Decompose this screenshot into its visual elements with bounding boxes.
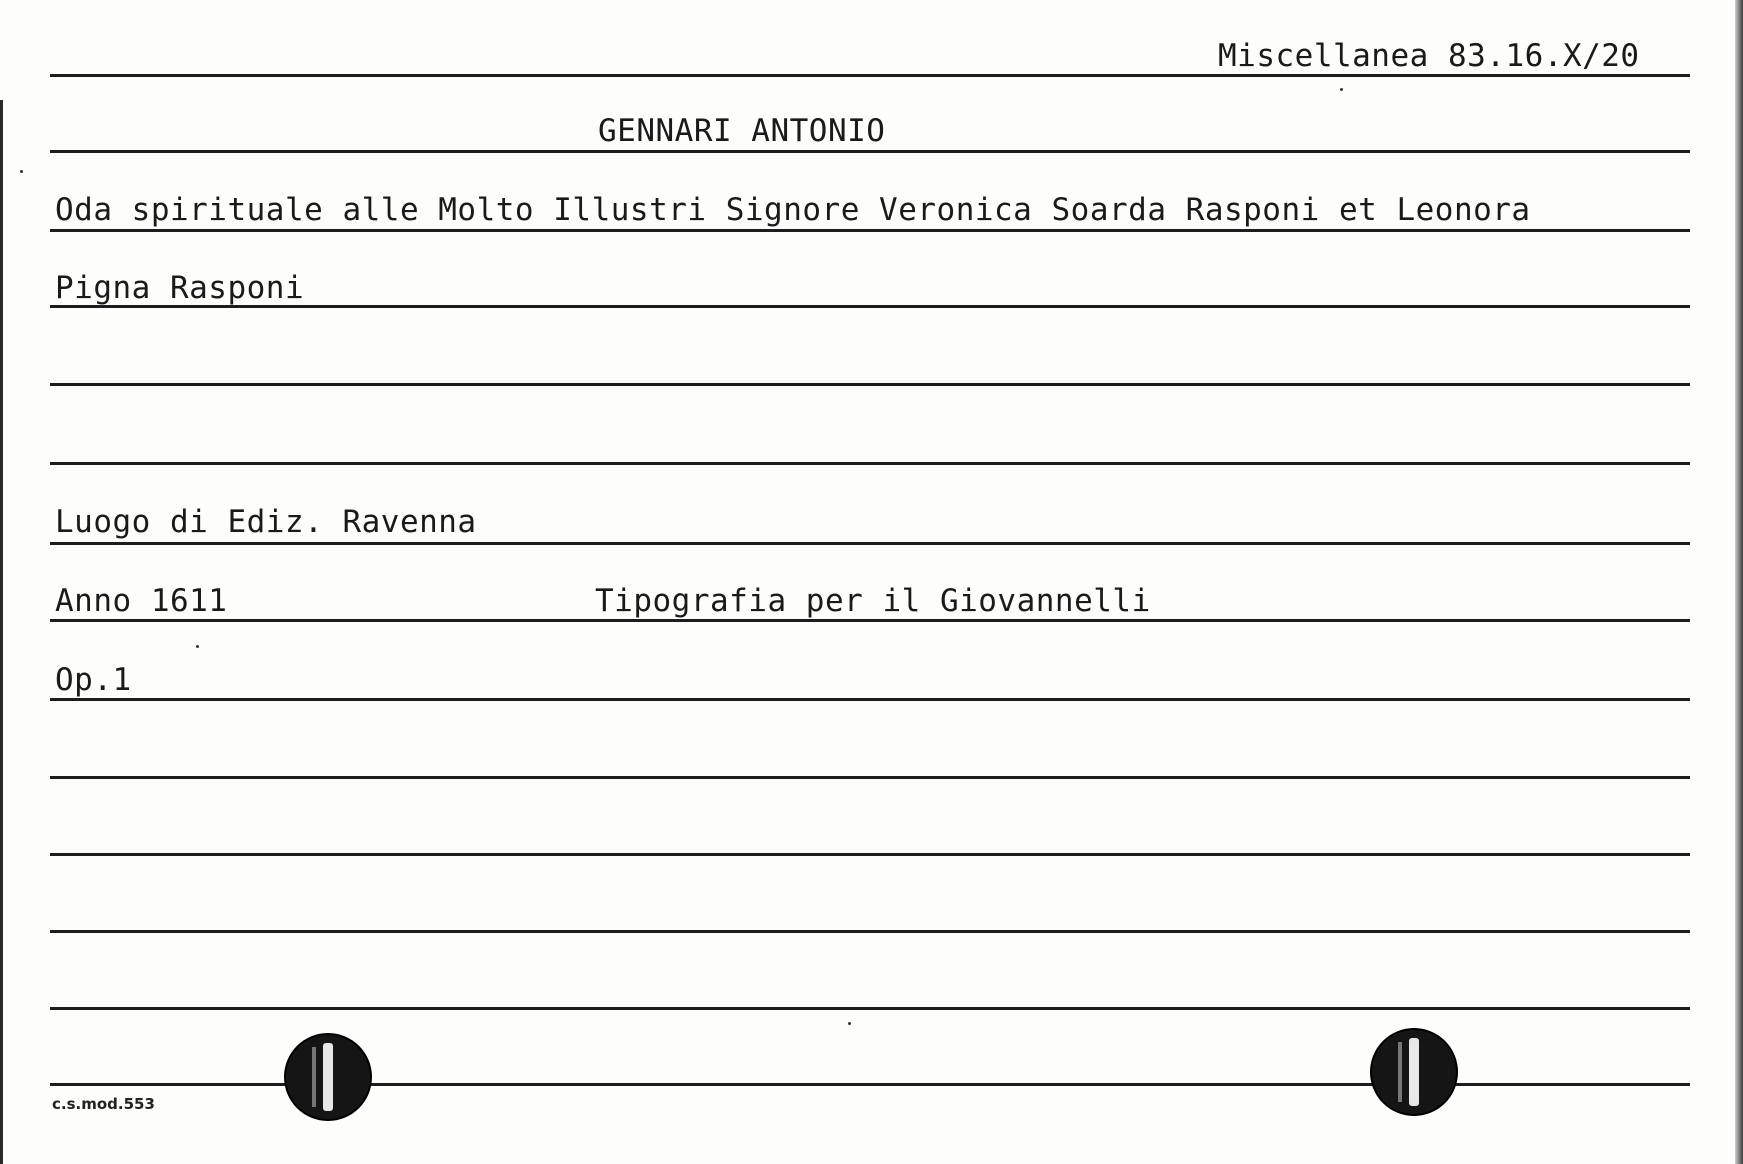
ruled-line bbox=[50, 930, 1690, 933]
ruled-line bbox=[50, 698, 1690, 701]
ruled-line bbox=[50, 74, 1690, 77]
ruled-line bbox=[50, 462, 1690, 465]
speck bbox=[848, 1022, 851, 1025]
title-line-2: Pigna Rasponi bbox=[55, 270, 305, 306]
ruled-line bbox=[50, 229, 1690, 232]
printer-name: Tipografia per il Giovannelli bbox=[595, 583, 1151, 619]
ruled-line bbox=[50, 542, 1690, 545]
year-of-edition: Anno 1611 bbox=[55, 583, 228, 619]
ruled-line bbox=[50, 305, 1690, 308]
binder-hole-left bbox=[284, 1033, 372, 1121]
ruled-line bbox=[50, 619, 1690, 622]
card-right-edge bbox=[1735, 0, 1743, 1164]
title-line-1: Oda spirituale alle Molto Illustri Signore Veronica Soarda Rasponi et Leonora bbox=[55, 192, 1531, 228]
speck bbox=[196, 645, 199, 648]
speck bbox=[1340, 88, 1343, 91]
ruled-line bbox=[50, 776, 1690, 779]
card-model-code: c.s.mod.553 bbox=[52, 1095, 155, 1113]
binder-hole-right bbox=[1370, 1028, 1458, 1116]
speck bbox=[20, 170, 23, 173]
ruled-line bbox=[50, 383, 1690, 386]
card-left-edge bbox=[0, 100, 3, 1164]
ruled-line bbox=[50, 853, 1690, 856]
collocation-text: Miscellanea 83.16.X/20 bbox=[1218, 38, 1640, 74]
opus-number: Op.1 bbox=[55, 662, 132, 698]
place-of-edition: Luogo di Ediz. Ravenna bbox=[55, 504, 477, 540]
author-name: GENNARI ANTONIO bbox=[598, 113, 886, 149]
ruled-line bbox=[50, 150, 1690, 153]
ruled-line bbox=[50, 1007, 1690, 1010]
